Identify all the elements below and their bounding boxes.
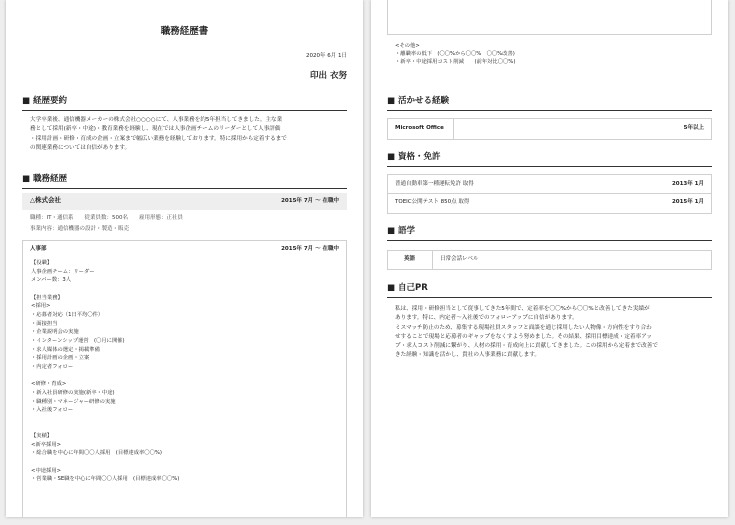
company-business: 事業内容：通信機器の設計・製造・販売 [30,226,130,232]
detail-line: ・職種別・マネージャー研修の実施 [31,398,116,405]
detail-line: ・入社後フォロー [31,407,74,414]
language-table [387,250,712,270]
pr-heading: ■ 自己PR [387,283,428,293]
department-name: 人事部 [30,246,47,252]
detail-line: ・応募者対応（1日平均〇件） [31,311,104,318]
skill-item: Microsoft Office [395,125,444,131]
detail-line: 人事企画チーム：リーダー [31,268,95,275]
document-page-1 [6,0,363,517]
career-divider [22,188,347,189]
language-heading: ■ 語学 [387,226,415,236]
skill-years: 5年以上 [683,125,704,131]
detail-line: <採用> [31,303,51,310]
pr-divider [387,297,712,298]
summary-line: 大学卒業後、通信機器メーカーの株式会社○○○○にて、人事業務を約5年担当してきました。主な業 [30,117,283,123]
company-period: 2015年 7月 ～ 在職中 [281,198,339,204]
detail-line: ・面接担当 [31,320,58,327]
summary-line: ・採用計画・研修・育成の企画・立案まで幅広い業務を経験しております。特に採用から定着するまで [30,135,287,142]
company-info: 職種：IT・通信系 従業員数：500名 雇用形態：正社員 [30,215,183,221]
detail-line [31,285,331,294]
detail-line [31,372,331,381]
other-line: ・離職率の低下 (〇〇%から〇〇% 〇〇%改善) [395,51,515,58]
detail-line: メンバー数：3人 [31,277,72,284]
detail-line: ・企業説明会の実施 [31,329,79,336]
detail-line: 【役職】 [31,260,53,266]
pr-line: きた経験・知識を活かし、貴社の人事業務に貢献します。 [395,352,540,359]
company-name: △株式会社 [30,196,61,204]
department-period: 2015年 7月 ～ 在職中 [281,246,339,252]
skills-divider [387,110,712,111]
detail-line: <中途採用> [31,467,62,474]
summary-divider [22,110,347,111]
detail-line: ・新入社員研修の実施(新卒・中途) [31,389,115,396]
document-page-2 [371,0,728,517]
detail-line: 【担当業務】 [31,294,63,301]
other-achievements-box [387,0,712,35]
applicant-name: 印出 衣努 [310,71,347,81]
detail-line [31,423,331,432]
detail-line: 【実績】 [31,433,53,440]
detail-line: ・インターンシップ運営 (〇月に開催) [31,337,125,344]
job-details-list [31,259,331,484]
licenses-heading: ■ 資格・免許 [387,152,441,162]
detail-line: ・営業職・SE職を中心に年間〇〇人採用 (目標達成率〇〇%) [31,476,180,483]
pr-line: あります。特に、内定者～入社後でのフォローアップに自信があります。 [395,315,578,322]
license-name: TOEIC公開テスト 850点 取得 [395,199,470,205]
detail-line: ・採用計画の企画・立案 [31,355,90,362]
summary-text [30,116,350,153]
language-name: 英語 [404,256,416,262]
pr-text [395,305,715,361]
language-level: 日常会話レベル [440,256,479,262]
skills-heading: ■ 活かせる経験 [387,96,449,106]
detail-line: <研修・育成> [31,381,67,388]
other-line: ・新卒・中途採用コスト削減 (前年対比〇〇%) [395,59,516,66]
summary-line: 務として採用(新卒・中途)・教育業務を経験し、現在では人事企画チームのリーダーとして人事評価 [30,126,281,133]
document-date: 2020年 6月 1日 [306,53,347,59]
document-title: 職務経歴書 [160,26,209,37]
pr-line: 私は、採用・研修担当として従事してきた5年間で、定着率を〇〇%から〇〇%と改善してきた実績が [395,306,650,312]
other-achievements-list [395,42,695,67]
detail-line: ・総合職を中心に年間〇〇人採用 (目標達成率〇〇%) [31,450,162,457]
pr-line: せすることで現場と応募者のギャップをなくすよう努めました。その結果、採用目標達成・定着率アッ [395,333,652,340]
license-date: 2015年 1月 [671,199,704,205]
licenses-row-divider [388,193,711,194]
skills-table-divider [453,119,454,139]
summary-line: の関連業務については自信があります。 [30,144,131,151]
summary-heading: ■ 経歴要約 [22,96,67,106]
detail-line: ・内定者フォロー [31,363,74,370]
license-name: 普通自動車第一種運転免許 取得 [395,181,474,187]
pr-line: プ・求人コスト削減に繋がり、人材の採用・育成向上に貢献してきました。この採用から定着まで改善で [395,343,658,350]
licenses-divider [387,166,712,167]
pr-line: ミスマッチ防止のため、募集する現場社員スタッフと面談を通じ採用したい人物像・方向性をすり合わ [395,324,652,331]
license-date: 2013年 1月 [671,181,704,187]
detail-line [31,458,331,467]
detail-line: ・求人媒体の選定・掲載準備 [31,346,100,353]
other-line: <その他> [395,43,420,49]
detail-line [31,415,331,424]
language-divider [387,240,712,241]
career-heading: ■ 職務経歴 [22,174,67,184]
licenses-table [387,174,712,214]
language-table-divider [432,251,433,269]
detail-line: <新卒採用> [31,441,62,448]
